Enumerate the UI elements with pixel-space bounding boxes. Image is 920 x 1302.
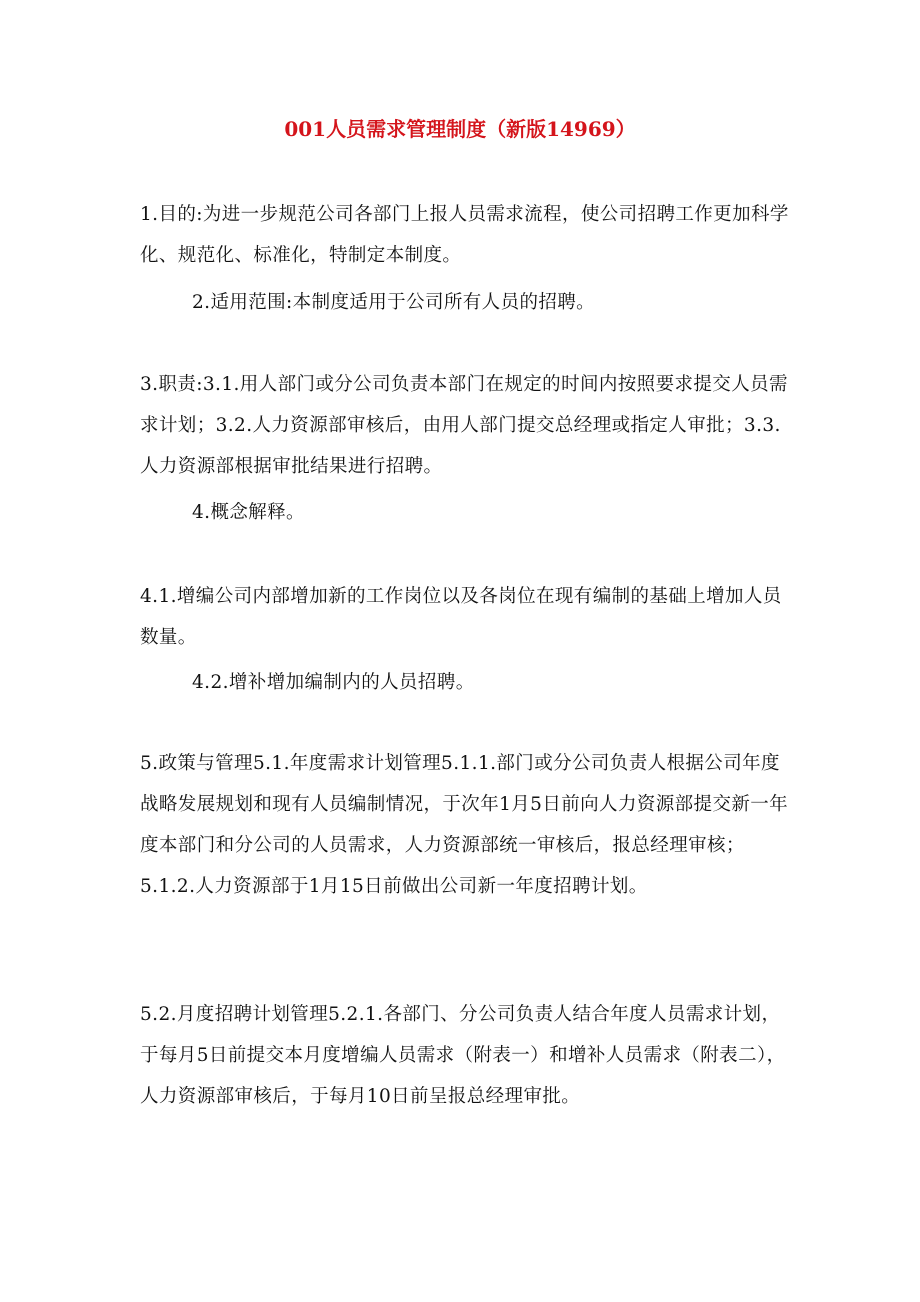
paragraph-concept-4-1: 4.1.增编公司内部增加新的工作岗位以及各岗位在现有编制的基础上增加人员数量。 xyxy=(140,586,782,648)
paragraph-concept-4-2: 4.2.增补增加编制内的人员招聘。 xyxy=(192,672,475,693)
paragraph-purpose: 1.目的:为进一步规范公司各部门上报人员需求流程，使公司招聘工作更加科学化、规范化、标准化，特制定本制度。 xyxy=(140,204,789,266)
paragraph-policy-annual: 5.政策与管理5.1.年度需求计划管理5.1.1.部门或分公司负责人根据公司年度战略发展规划和现有人员编制情况，于次年1月5日前向人力资源部提交新一年度本部门和分公司的人员需求，人力资源部统一审核后，报总经理审核；5.1.2.人力资源部于1月15日前做出公司新一年度招聘计划。 xyxy=(140,753,789,897)
paragraph-concepts: 4.概念解释。 xyxy=(192,502,305,523)
paragraph-responsibilities: 3.职责:3.1.用人部门或分公司负责本部门在规定的时间内按照要求提交人员需求计划；3.2.人力资源部审核后，由用人部门提交总经理或指定人审批；3.3.人力资源部根据审批结果进行招聘。 xyxy=(140,374,788,477)
document-title: 001人员需求管理制度（新版14969） xyxy=(284,117,636,141)
paragraph-policy-monthly: 5.2.月度招聘计划管理5.2.1.各部门、分公司负责人结合年度人员需求计划，于每月5日前提交本月度增编人员需求（附表一）和增补人员需求（附表二），人力资源部审核后，于每月10日前呈报总经理审批。 xyxy=(140,1004,786,1107)
paragraph-scope: 2.适用范围:本制度适用于公司所有人员的招聘。 xyxy=(192,292,596,313)
